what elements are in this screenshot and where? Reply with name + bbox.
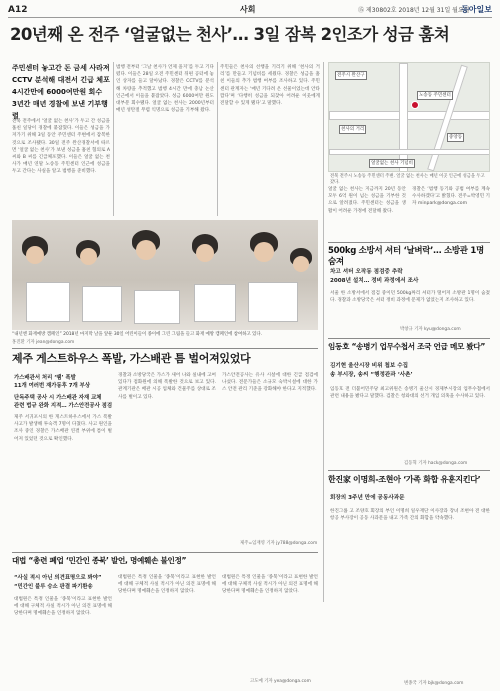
- section-rule: [328, 242, 490, 243]
- story4-headline: 임동호 “송병기 업무수첩서 조국 언급 메모 봤다”: [328, 342, 486, 351]
- child-face: [26, 246, 44, 264]
- map-road: [399, 63, 408, 172]
- child-face: [80, 248, 97, 265]
- map-pin-icon: [411, 101, 419, 109]
- column-divider: [217, 62, 218, 216]
- story2-subhead: 2008년 설치… 정비 과정에서 조사: [330, 278, 419, 284]
- main-subhead-line: CCTV 분석해 대전서 긴급 체포: [12, 76, 110, 84]
- drawing-sign: [82, 286, 122, 322]
- side-column-left: 얼굴 없는 천사는 지금까지 20년 동안 모두 6억 원이 넘는 성금을 기부한 것으로 알려졌다. 주민센터는 성금을 생활이 어려운 가정에 전달해 왔다.: [328, 187, 406, 214]
- story3-subhead-line: 가스배관서 처리 ‘땜’ 폭발: [14, 375, 76, 381]
- story3-byline: 제주=임재영 기자 jy788@donga.com: [240, 541, 318, 546]
- section-name: 사회: [240, 5, 256, 14]
- story6-subhead: “민간인 불루 승소 판결 파기환송: [14, 584, 93, 590]
- story3-subhead-line: 단독주택 공사 시 가스배관 자재 교체: [14, 395, 102, 401]
- story3-subhead-line: 관련 법규 완화 지적… 가스안전공사 점검: [14, 403, 113, 409]
- map-label: 천사의 거리: [341, 127, 365, 132]
- map-caption: 전북 전주시 노송동 주민센터 주변. 얼굴 없는 천사는 매년 이곳 인근에 성금을 두고 갔다.: [330, 174, 485, 185]
- map-road: [329, 149, 490, 155]
- story3-column-3: 가스안전공사는 유사 시설에 대한 긴급 점검에 나섰다. 전문가들은 소규모 숙박시설에 대한 가스 안전 관리 기준을 강화해야 한다고 지적했다.: [222, 373, 318, 393]
- story3-headline: 제주 게스트하우스 폭발, 가스배관 틈 벌어져있었다: [12, 352, 251, 365]
- section-rule: [328, 338, 490, 339]
- main-story-column-2: 범행 전부터 ‘그날 천사가 언제 올지’를 두고 기다렸다. 이들은 28일 오전 주민센터 뒤편 공터에 놓인 상자를 들고 달아났다. 경찰은 CCTV를 분석해 차량을 추적했고 범행 4시간 만에 충남 논산 인근에서 이들을 붙잡았다. 성금 6000여만 원도 대부분 회수됐다. 얼굴 없는 천사는 2000년부터 매년 성탄절 무렵 익명으로 성금을 기부해 왔다.: [116, 65, 214, 114]
- story3-column-1: 제주 서귀포시의 한 게스트하우스에서 가스 폭발 사고가 발생해 투숙객 7명이 다쳤다. 사고 원인을 조사 중인 경찰은 가스배관 연결 부위에 틈이 벌어져 있었던 것으로 확인했다.: [14, 415, 112, 442]
- story4-byline: 김동혁 기자 hack@donga.com: [404, 461, 468, 466]
- story6-subhead: “사실 적시 아닌 의견표명으로 봐야”: [14, 575, 102, 581]
- story6-headline: 대법 “총련 폐업 ‘민간인 종북’ 발언, 명예훼손 불인정”: [12, 556, 187, 565]
- page-header: [8, 4, 492, 18]
- page-number: A12: [8, 5, 28, 15]
- story2-subhead: 차고 셔터 오작동 점검중 추락: [330, 269, 403, 275]
- story6-column-1: 대법원은 특정 인물을 ‘종북’이라고 표현한 발언에 대해 구체적 사실 적시가 아닌 의견 표명에 해당한다며 명예훼손을 인정하지 않았다.: [14, 597, 112, 617]
- news-photo: [12, 220, 318, 330]
- story6-column-3: 대법원은 특정 인물을 ‘종북’이라고 표현한 발언에 대해 구체적 사실 적시가 아닌 의견 표명에 해당한다며 명예훼손을 인정하지 않았다.: [222, 575, 318, 595]
- dateline: ⑮ 제30802호 2018년 12월 31일 월요일: [358, 7, 470, 14]
- story4-subhead: 송 부시장, 송씨 “행정관과 ‘사촌’: [330, 372, 413, 378]
- drawing-sign: [248, 282, 298, 322]
- story6-column-2: 대법원은 특정 인물을 ‘종북’이라고 표현한 발언에 대해 구체적 사실 적시가 아닌 의견 표명에 해당한다며 명예훼손을 인정하지 않았다.: [118, 575, 216, 595]
- story6-byline: 고도예 기자 yea@donga.com: [250, 679, 311, 684]
- main-subhead: [12, 62, 110, 122]
- section-rule: [12, 552, 318, 553]
- story4-subhead: 김기현 울산시장 비위 첩보 수집: [330, 363, 409, 369]
- main-subhead-line: 주민센터 놓고간 돈 금세 사라져: [12, 64, 110, 72]
- main-story-column-1: 전북 전주에서 ‘얼굴 없는 천사’가 두고 간 성금을 훔친 일당이 경찰에 붙잡혔다. 이들은 성금을 가져가기 위해 3일 동안 주민센터 주변에서 잠복한 것으로 조사됐다. 30일 전주 완산경찰서에 따르면 ‘얼굴 없는 천사’가 보낸 성금을 훔친 혐의로 A 씨와 B 씨를 긴급체포했다. 이들은 얼굴 없는 천사가 매년 연말 노송동 주민센터 인근에 성금을 두고 간다는 사실을 알고 범행을 준비했다.: [12, 119, 110, 175]
- main-subhead-line: 3년간 매년 경찰에 보낸 기부행렬: [12, 100, 108, 120]
- map-label: 전주시 완산구: [337, 73, 365, 78]
- child-face: [196, 244, 214, 262]
- story3-subhead-line: 11개 여러번 재가동후 7개 부상: [14, 383, 91, 389]
- story5-body: 한진그룹 고 조양호 회장의 부인 이명희 일우재단 이사장과 장녀 조현아 전 대한항공 부사장이 공동 사과문을 내고 가족 간의 화합을 약속했다.: [330, 509, 490, 522]
- story4-body: 임동호 전 더불어민주당 최고위원은 송병기 울산시 경제부시장의 업무수첩에서 관련 내용을 봤다고 말했다. 검찰은 청와대의 선거 개입 의혹을 수사하고 있다.: [330, 387, 490, 400]
- story2-headline: 500kg 소방서 셔터 ‘날벼락’… 소방관 1명 숨져: [328, 246, 484, 267]
- child-face: [293, 256, 309, 272]
- drawing-sign: [194, 284, 236, 322]
- story5-headline: 한진家 이명희-조현아 ‘가족 화합 유훈지킨다’: [328, 475, 481, 484]
- main-story-column-3: 주민들은 천사의 선행을 기리기 위해 ‘천사의 거리’를 만들고 기념비를 세웠다. 경찰은 성금을 훔친 이들의 추가 범행 여부를 조사하고 있다. 주민센터 관계자는 ‘매년 기다려 온 선물이었는데 안타깝다’며 ‘다행히 성금을 되찾아 어려운 이웃에게 전달할 수 있게 됐다’고 말했다.: [220, 65, 320, 107]
- story2-body: 서울 한 소방서에서 점검 중이던 500kg짜리 셔터가 떨어져 소방관 1명이 숨졌다. 경찰과 소방당국은 셔터 정비 과정에 문제가 없었는지 조사하고 있다.: [330, 291, 490, 304]
- child-face: [254, 242, 274, 262]
- story5-subhead: 회장의 3주년 만에 공동사과문: [330, 495, 405, 501]
- drawing-sign: [26, 282, 70, 322]
- section-rule: [328, 470, 490, 471]
- location-map: [328, 62, 490, 172]
- story2-byline: 박창규 기자 kyu@donga.com: [400, 327, 461, 332]
- main-subhead-line: 4시간만에 6000여만원 회수: [12, 88, 103, 96]
- story3-subhead: [14, 374, 114, 410]
- section-rule: [12, 348, 318, 349]
- main-headline: 20년째 온 전주 ‘얼굴없는 천사’… 3일 잠복 2인조가 성금 훔쳐: [10, 25, 450, 44]
- story3-column-2: 경찰과 소방당국은 가스가 새어 나와 실내에 고여 있다가 점화원에 의해 폭발한 것으로 보고 있다. 관계기관은 배관 시공 업체와 건물주를 상대로 조사를 벌이고 있다.: [118, 373, 216, 400]
- column-divider: [113, 62, 114, 216]
- map-label: 노송동 주민센터: [419, 93, 451, 98]
- photo-credit: 홍진환 기자 jean@donga.com: [12, 340, 75, 345]
- map-road: [329, 111, 490, 120]
- newspaper-brand: 동아일보: [461, 5, 492, 14]
- side-column-right: 경찰은 ‘범행 동기와 공범 여부를 계속 수사하겠다’고 밝혔다. 전주=박영민 기자 minpark@donga.com: [412, 187, 490, 207]
- drawing-sign: [134, 290, 180, 324]
- photo-caption: “내년엔 화재예방 캠페인” 2018년 마지막 날을 앞둔 30일 어린이들이 종이에 그린 그림을 들고 화재 예방 캠페인에 참여하고 있다.: [12, 332, 263, 337]
- map-label: 얼굴없는 천사 기념비: [371, 161, 413, 166]
- column-divider: [323, 62, 324, 602]
- map-label: 중앙동: [449, 135, 463, 140]
- child-face: [136, 240, 156, 260]
- story5-byline: 변종국 기자 bjk@donga.com: [404, 681, 464, 686]
